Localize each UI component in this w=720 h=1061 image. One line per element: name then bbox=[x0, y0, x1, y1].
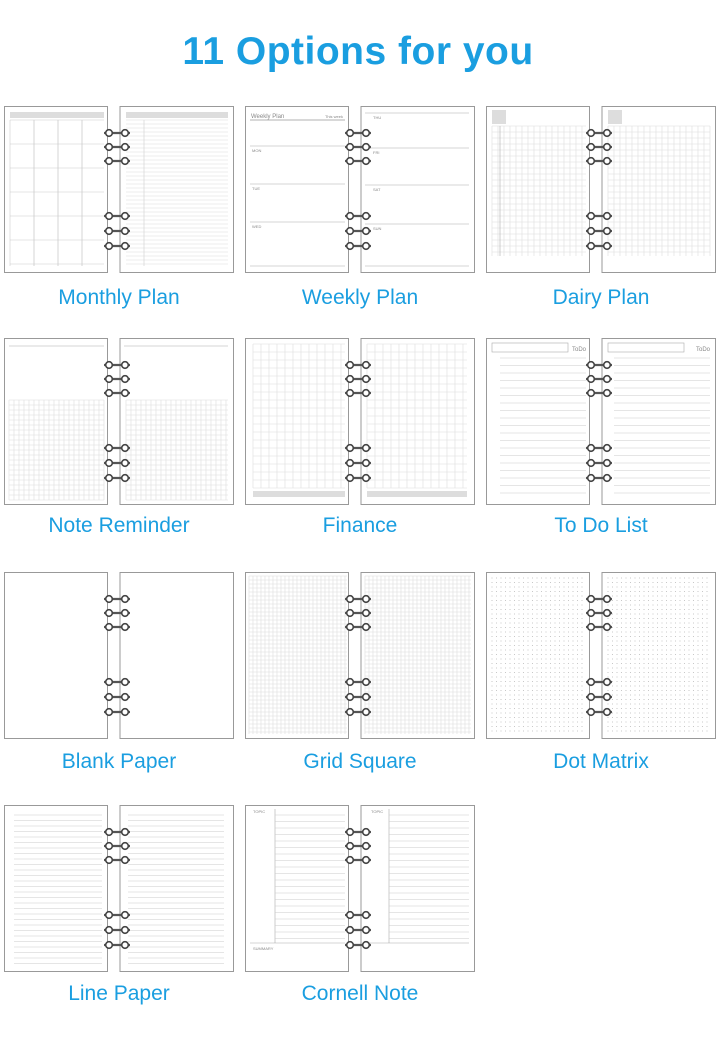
option-label: Note Reminder bbox=[48, 514, 190, 537]
notebook-dot-image bbox=[486, 572, 716, 739]
option-card-blank bbox=[4, 572, 234, 739]
option-label: Grid Square bbox=[303, 750, 417, 773]
notebook-grid-image bbox=[245, 572, 475, 739]
right-page bbox=[361, 573, 475, 739]
option-card-finance bbox=[245, 338, 475, 505]
option-card-dot bbox=[486, 572, 716, 739]
weekly-day: SUN bbox=[373, 226, 382, 231]
weekly-day: MON bbox=[252, 148, 262, 153]
option-card-cornell bbox=[245, 805, 475, 972]
option-label: Line Paper bbox=[68, 982, 170, 1005]
right-page bbox=[361, 339, 475, 505]
option-card-weekly bbox=[245, 106, 475, 273]
notebook-note-image bbox=[4, 338, 234, 505]
weekly-day: TUE bbox=[252, 186, 260, 191]
right-page bbox=[120, 107, 234, 273]
notebook-blank-image bbox=[4, 572, 234, 739]
left-page bbox=[5, 573, 108, 739]
option-card-line bbox=[4, 805, 234, 972]
right-page bbox=[120, 573, 234, 739]
option-label: Cornell Note bbox=[301, 982, 419, 1005]
left-page bbox=[487, 573, 590, 739]
todo-heading: ToDo bbox=[696, 347, 711, 353]
weekly-day: FRI bbox=[373, 150, 380, 155]
right-page bbox=[602, 107, 716, 273]
option-label: Monthly Plan bbox=[58, 286, 180, 309]
option-label: Finance bbox=[322, 514, 398, 537]
notebook-weekly-image bbox=[245, 106, 475, 273]
cornell-topic: TOPIC bbox=[253, 809, 266, 814]
right-page bbox=[602, 339, 716, 505]
notebook-monthly-image bbox=[4, 106, 234, 273]
notebook-line-image bbox=[4, 805, 234, 972]
weekly-title: Weekly Plan bbox=[251, 114, 285, 120]
page-title: 11 Options for you bbox=[182, 30, 534, 73]
option-card-monthly bbox=[4, 106, 234, 273]
left-page bbox=[487, 339, 590, 505]
option-card-todo bbox=[486, 338, 716, 505]
option-label: Dairy Plan bbox=[552, 286, 650, 309]
cornell-topic: TOPIC bbox=[371, 809, 384, 814]
right-page bbox=[120, 806, 234, 972]
left-page bbox=[5, 806, 108, 972]
option-card-note bbox=[4, 338, 234, 505]
right-page bbox=[120, 339, 234, 505]
notebook-dairy-image bbox=[486, 106, 716, 273]
right-page bbox=[602, 573, 716, 739]
option-card-dairy bbox=[486, 106, 716, 273]
weekly-day: SAT bbox=[373, 187, 381, 192]
option-label: Weekly Plan bbox=[301, 286, 419, 309]
notebook-todo-image bbox=[486, 338, 716, 505]
left-page bbox=[246, 107, 349, 273]
weekly-this-week: This week bbox=[324, 114, 343, 119]
weekly-day: THU bbox=[373, 115, 382, 120]
notebook-finance-image bbox=[245, 338, 475, 505]
right-page bbox=[361, 806, 475, 972]
todo-heading: ToDo bbox=[572, 347, 587, 353]
cornell-summary: SUMMARY bbox=[253, 946, 274, 951]
option-label: To Do List bbox=[554, 514, 648, 537]
option-label: Blank Paper bbox=[61, 750, 177, 773]
weekly-day: WED bbox=[252, 224, 262, 229]
left-page bbox=[487, 107, 590, 273]
notebook-cornell-image bbox=[245, 805, 475, 972]
left-page bbox=[5, 339, 108, 505]
option-label: Dot Matrix bbox=[553, 750, 649, 773]
option-card-grid bbox=[245, 572, 475, 739]
left-page bbox=[5, 107, 108, 273]
